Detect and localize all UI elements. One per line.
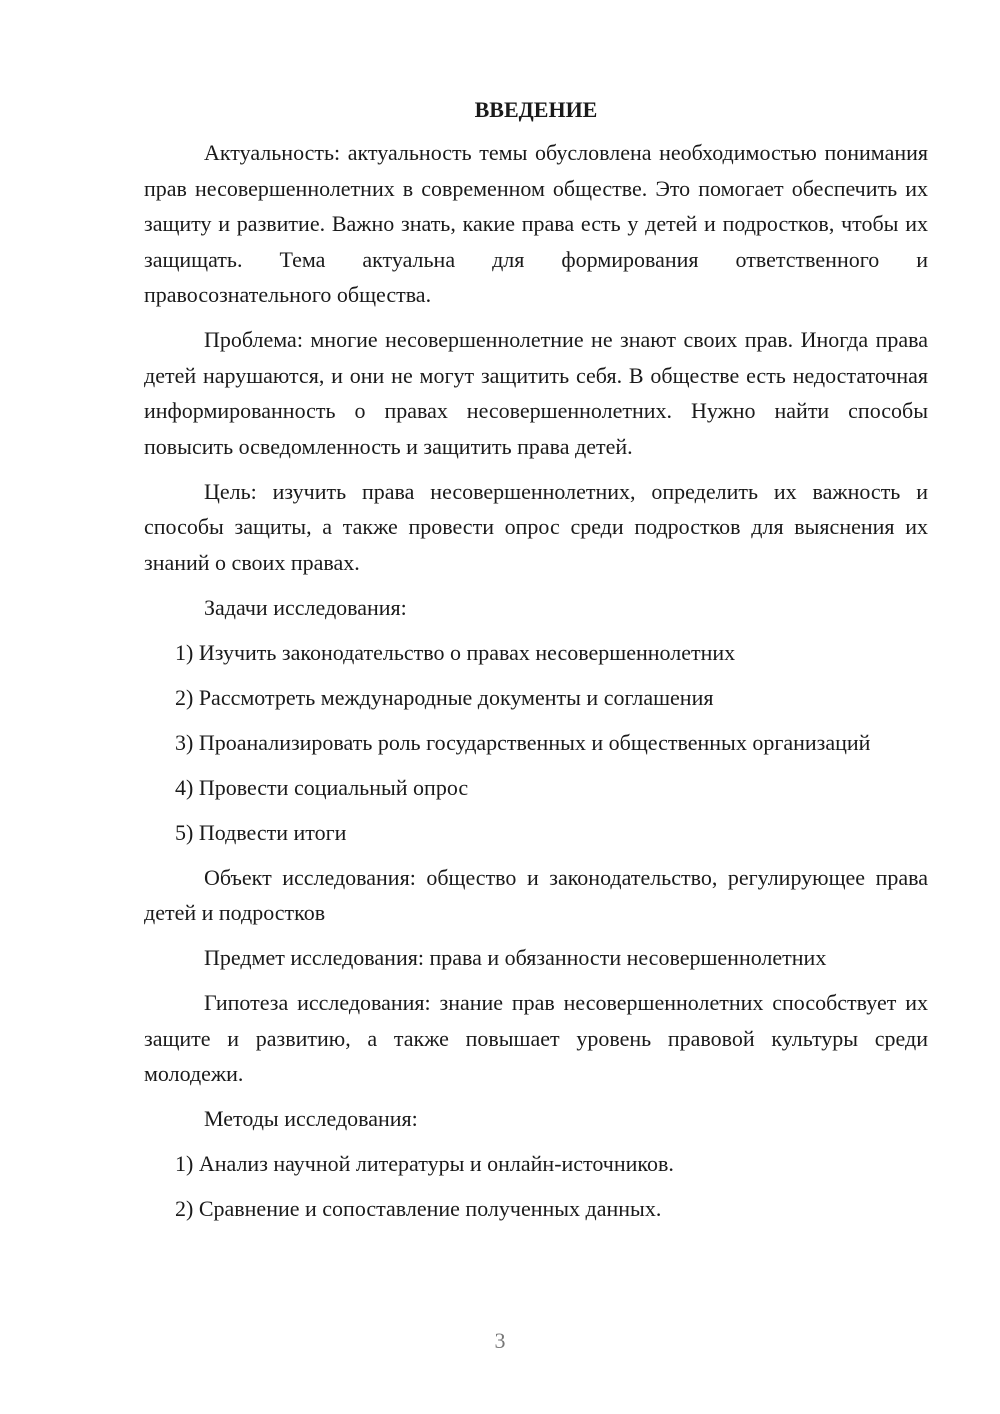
task-item: 2) Рассмотреть международные документы и соглашения [175,684,714,710]
goal-paragraph: Цель: изучить права несовершеннолетних, определить их важность и способы защиты, а также провести опрос среди подростков для выяснения их знаний о своих правах. [144,478,928,575]
method-item: 2) Сравнение и сопоставление полученных данных. [175,1196,662,1221]
method-item: 1) Анализ научной литературы и онлайн-источников. [175,1151,674,1176]
object-paragraph: Объект исследования: общество и законодательство, регулирующее права детей и подростков [144,864,928,925]
subject-paragraph: Предмет исследования: права и обязанности несовершеннолетних [204,945,827,970]
problem-paragraph: Проблема: многие несовершеннолетние не знают своих прав. Иногда права детей нарушаются, и они не могут защитить себя. В обществе есть недостаточная информированность о правах несовершеннолетних. Нужно найти способы повысить осведомленность и защитить права детей. [144,327,928,459]
hypothesis-paragraph: Гипотеза исследования: знание прав несовершеннолетних способствует их защите и развитию, а также повышает уровень правовой культуры среди молодежи. [144,990,928,1086]
task-item: 1) Изучить законодательство о правах несовершеннолетних [175,639,736,665]
page-number: 3 [494,1328,506,1353]
page-title: ВВЕДЕНИЕ [474,97,598,122]
tasks-heading: Задачи исследования: [204,594,407,620]
task-item: 3) Проанализировать роль государственных и общественных организаций [175,729,871,755]
task-item: 5) Подвести итоги [175,819,347,845]
task-item: 4) Провести социальный опрос [175,774,469,800]
methods-heading: Методы исследования: [204,1106,418,1131]
relevance-paragraph: Актуальность: актуальность темы обусловлена необходимостью понимания прав несовершеннолетних в современном обществе. Это помогает обеспечить их защиту и развитие. Важно знать, какие права есть у детей и подростков, чтобы их защищать. Тема актуальна для формирования ответственного и правосознательного общества. [144,140,928,307]
document-page [144,92,928,1236]
